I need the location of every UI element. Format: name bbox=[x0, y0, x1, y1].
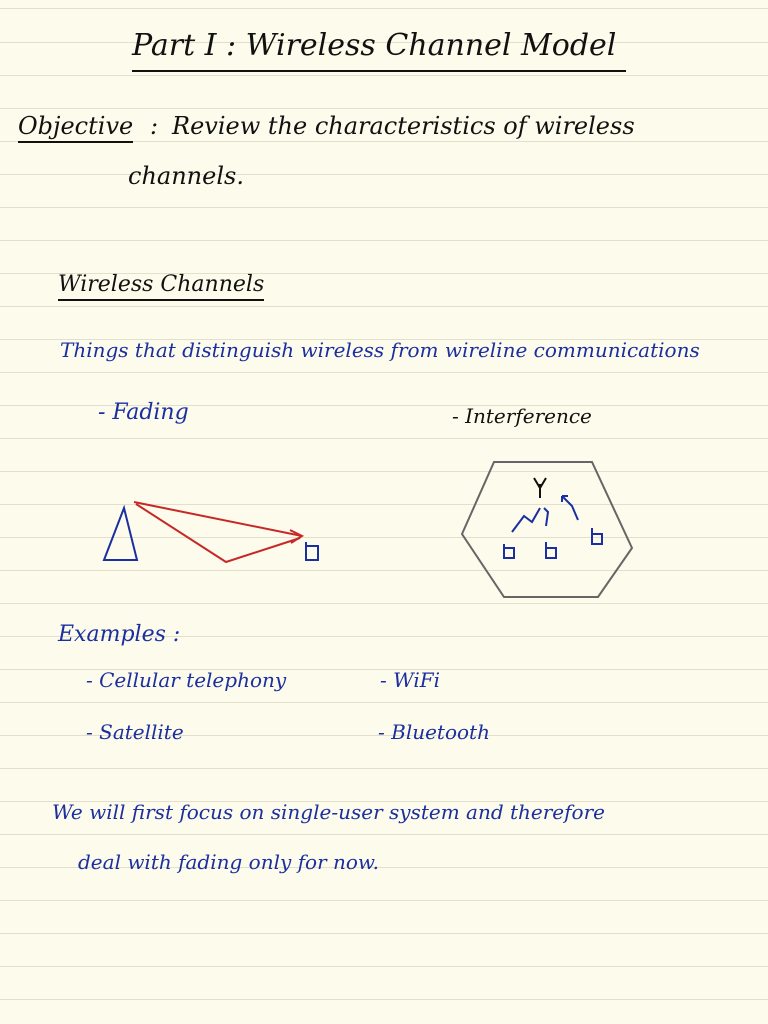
fading-diagram bbox=[104, 502, 318, 562]
objective-colon: : bbox=[150, 112, 159, 140]
conclusion-line1: We will first focus on single-user system and therefore bbox=[52, 800, 605, 824]
reflected-path-line bbox=[136, 504, 300, 562]
uplink-arrow-icon bbox=[512, 508, 540, 532]
cell-hexagon bbox=[462, 462, 632, 597]
examples-label: Examples : bbox=[58, 622, 181, 647]
base-station-antenna-icon bbox=[534, 478, 546, 498]
section-heading: Wireless Channels bbox=[58, 272, 264, 301]
example-item: - Bluetooth bbox=[378, 720, 490, 744]
topic-interference: - Interference bbox=[452, 404, 592, 428]
transmitter-tower-icon bbox=[104, 508, 137, 560]
conclusion-line2: deal with fading only for now. bbox=[78, 850, 380, 874]
example-item: - Satellite bbox=[86, 720, 184, 744]
uplink-arrow-icon bbox=[544, 508, 548, 526]
page-title: Part I : Wireless Channel Model bbox=[132, 28, 617, 63]
section-intro: Things that distinguish wireless from wireline communications bbox=[60, 338, 700, 362]
example-item: - Cellular telephony bbox=[86, 668, 287, 692]
objective-label: Objective bbox=[18, 112, 133, 143]
user-device-icon bbox=[592, 528, 602, 544]
receiver-phone-icon bbox=[306, 542, 318, 560]
uplink-arrow-icon bbox=[562, 496, 578, 520]
interference-diagram bbox=[462, 462, 632, 597]
user-device-icon bbox=[546, 542, 556, 558]
user-device-icon bbox=[504, 544, 514, 558]
topic-fading: - Fading bbox=[98, 400, 189, 425]
objective-text-line1: Review the characteristics of wireless bbox=[172, 112, 635, 140]
objective-text-line2: channels. bbox=[128, 162, 244, 190]
example-item: - WiFi bbox=[380, 668, 440, 692]
